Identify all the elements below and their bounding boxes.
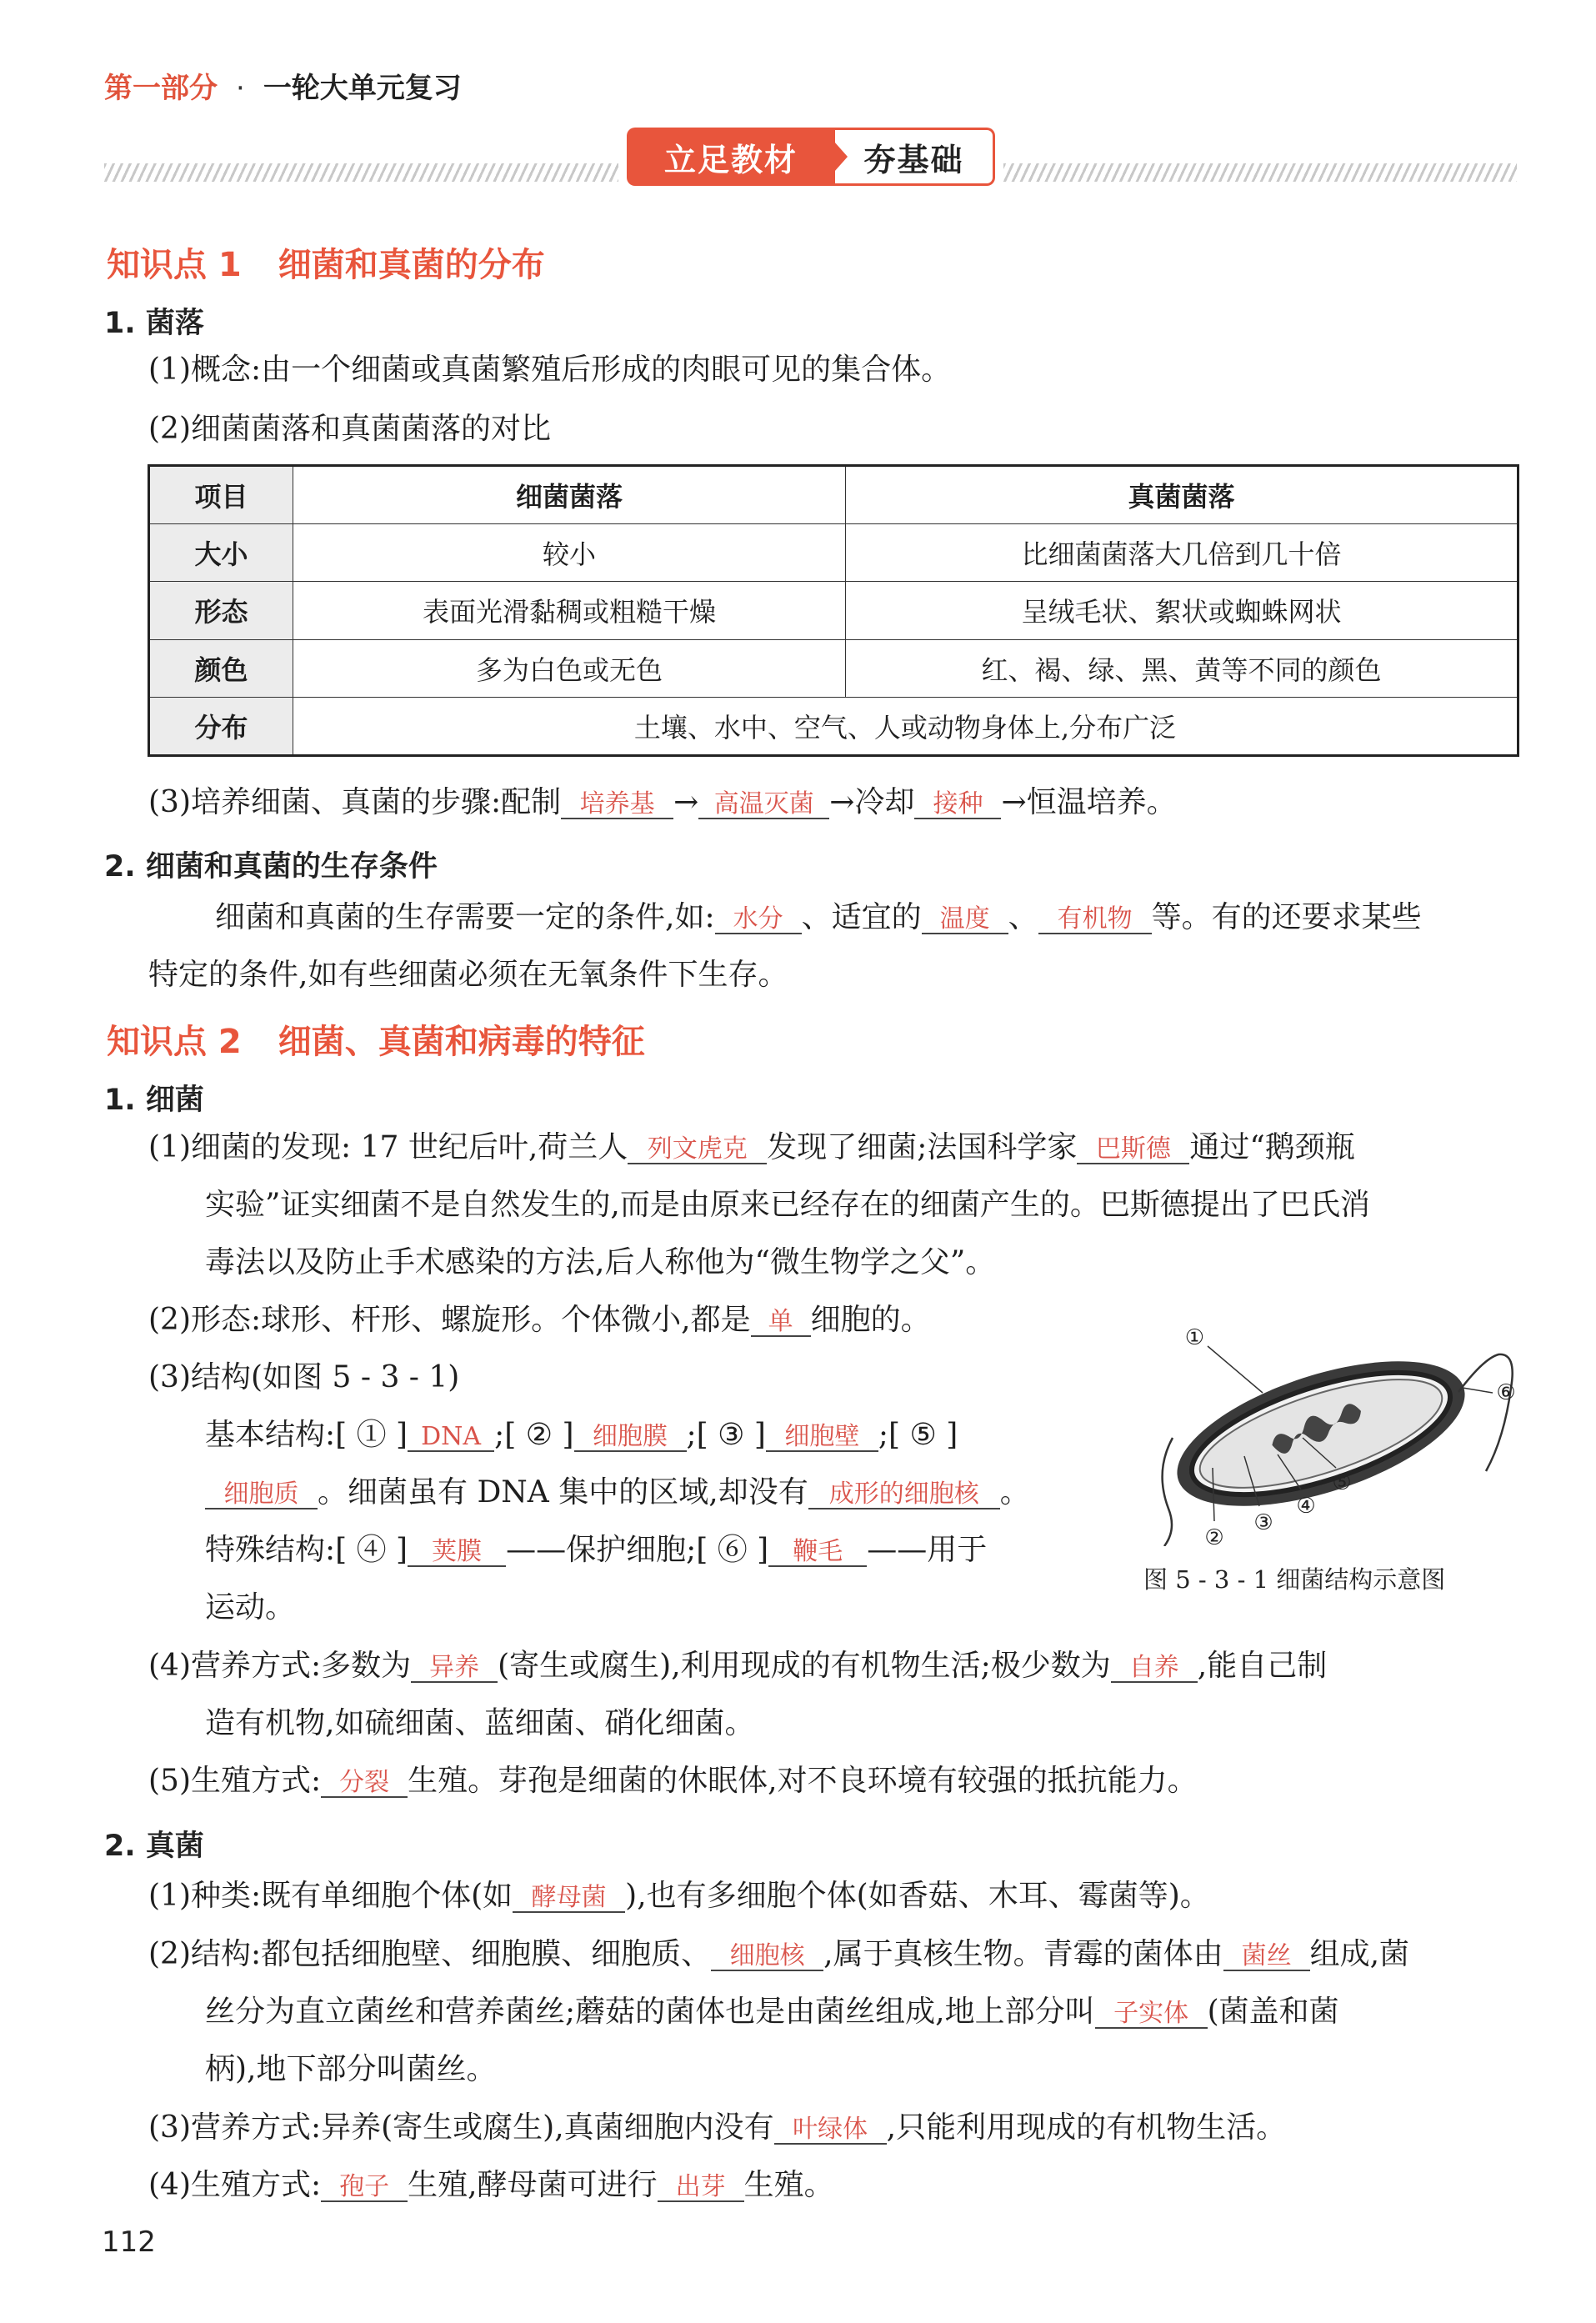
kp1-s1-heading: 1. 菌落 [104,307,204,340]
text: (寄生或腐生),利用现成的有机物生活;极少数为 [498,1649,1111,1683]
table-cell: 红、褐、绿、黑、黄等不同的颜色 [846,639,1518,698]
text: ——用于 [867,1533,988,1567]
kp2-s1-special-line2: 运动。 [205,1590,296,1625]
table-cell: 呈绒毛状、絮状或蜘蛛网状 [846,582,1518,640]
answer-blank: 细胞壁 [766,1423,878,1452]
answer-blank: 荚膜 [408,1538,506,1567]
banner-right: 夯基础 [835,128,995,186]
figure-label-4: ④ [1296,1494,1316,1519]
kp2-s2-p2-line2 [205,1997,1339,2029]
table-row [149,582,1518,640]
text: ,属于真核生物。青霉的菌体由 [823,1937,1223,1971]
kp2-s1-p3-heading: (3)结构(如图 5 - 3 - 1) [148,1360,460,1394]
text: 细胞的。 [810,1303,931,1337]
kp2-s1-p1-line1 [148,1130,1355,1164]
bacteria-flagellum-right [1458,1354,1516,1471]
kp2-s1-p4-line1 [148,1651,1327,1683]
answer-blank: 出芽 [658,2173,744,2202]
table-cell: 多为白色或无色 [293,639,846,698]
kp1-s2-heading: 2. 细菌和真菌的生存条件 [104,850,438,884]
figure-label-3: ③ [1253,1510,1273,1535]
page-number: 112 [102,2225,156,2259]
text: 、适宜的 [801,900,922,934]
answer-blank: 酵母菌 [513,1884,625,1913]
text: 生殖。 [743,2168,834,2202]
text: (5)生殖方式: [148,1764,322,1798]
kp1-s2-line2: 特定的条件,如有些细菌必须在无氧条件下生存。 [148,958,788,992]
kp2-s1-heading: 1. 细菌 [104,1084,204,1117]
figure-label-6: ⑥ [1496,1380,1516,1405]
table-header: 项目 [149,466,293,524]
text: 发现了细菌;法国科学家 [767,1130,1078,1164]
kp1-title: 细菌和真菌的分布 [278,246,545,284]
kp2-heading [107,1015,645,1063]
text: 细菌和真菌的生存需要一定的条件,如: [215,900,715,934]
kp1-p3 [148,785,1177,819]
table-header-row [149,466,1518,524]
text: (3)培养细菌、真菌的步骤:配制 [148,785,562,819]
table-cell-merged: 土壤、水中、空气、人或动物身体上,分布广泛 [293,698,1518,756]
kp2-s2-p2-line1 [148,1937,1410,1971]
answer-blank: 叶绿体 [774,2115,887,2145]
text: ,能自己制 [1197,1649,1328,1683]
table-header: 真菌菌落 [846,466,1518,524]
text: ),也有多细胞个体(如香菇、木耳、霉菌等)。 [625,1879,1210,1913]
answer-blank: 巴斯德 [1077,1135,1189,1164]
table-row [149,523,1518,582]
answer-blank: DNA [408,1423,494,1452]
figure-caption: 图 5 - 3 - 1 细菌结构示意图 [1143,1565,1446,1594]
answer-blank: 高温灭菌 [698,790,829,819]
kp1-number: 知识点 1 [107,246,242,284]
table-cell: 较小 [293,523,846,582]
text: (2)形态:球形、杆形、螺旋形。个体微小,都是 [148,1303,751,1337]
table-row [149,698,1518,756]
kp2-s1-p4-line2: 造有机物,如硫细菌、蓝细菌、硝化细菌。 [205,1706,755,1740]
figure-label-2: ② [1204,1525,1224,1546]
running-header [104,65,462,106]
banner-left: 立足教材 [627,128,835,186]
text: 生殖。芽孢是细菌的休眠体,对不良环境有较强的抵抗能力。 [408,1764,1198,1798]
kp2-s1-p1-line3: 毒法以及防止手术感染的方法,后人称他为“微生物学之父”。 [205,1245,996,1279]
kp1-heading [107,238,545,286]
text: (4)生殖方式: [148,2168,322,2202]
text: (菌盖和菌 [1207,1995,1339,2029]
colony-comparison-table [148,464,1519,757]
kp1-s2-line1 [215,900,1422,934]
text: ;[ ⑤ ] [878,1418,958,1452]
text: →恒温培养。 [1001,785,1177,819]
text: → [673,785,699,819]
kp2-s1-p1-line2: 实验”证实细菌不是自然发生的,而是由原来已经存在的细菌产生的。巴斯德提出了巴氏消 [205,1188,1370,1222]
table-cell: 比细菌菌落大几倍到几十倍 [846,523,1518,582]
text: 生殖,酵母菌可进行 [408,2168,658,2202]
answer-blank: 有机物 [1038,905,1152,934]
answer-blank: 水分 [715,905,802,934]
kp2-s1-special-line1 [205,1535,987,1567]
text: ;[ ③ ] [686,1418,766,1452]
answer-blank: 菌丝 [1223,1942,1310,1971]
answer-blank: 接种 [914,790,1001,819]
text: 、 [1008,900,1038,934]
section-banner [627,128,995,186]
figure-label-1: ① [1184,1325,1204,1350]
header-part: 第一部分 [104,72,218,105]
table-cell: 表面光滑黏稠或粗糙干燥 [293,582,846,640]
text: →冷却 [829,785,915,819]
text: 。细菌虽有 DNA 集中的区域,却没有 [318,1475,808,1509]
kp2-s2-p1 [148,1881,1210,1913]
answer-blank: 细胞膜 [574,1423,687,1452]
table-cell-label: 形态 [149,582,293,640]
kp2-s1-p2 [148,1305,931,1337]
hatch-right [1003,163,1517,182]
kp2-number: 知识点 2 [107,1023,242,1061]
answer-blank: 孢子 [321,2173,408,2202]
table-cell-label: 颜色 [149,639,293,698]
answer-blank: 细胞质 [205,1480,318,1509]
answer-blank: 异养 [411,1654,498,1683]
hatch-left [104,163,618,182]
kp2-s1-basic-line2 [205,1475,1030,1509]
answer-blank: 成形的细胞核 [808,1480,1000,1509]
text: ;[ ② ] [494,1418,574,1452]
kp2-s1-p5 [148,1766,1198,1798]
text: 基本结构:[ ① ] [205,1418,408,1452]
text: 组成,菌 [1309,1937,1410,1971]
text: 。 [999,1475,1030,1509]
kp1-s1-p2: (2)细菌菌落和真菌菌落的对比 [148,412,551,446]
text: 丝分为直立菌丝和营养菌丝;蘑菇的菌体也是由菌丝组成,地上部分叫 [205,1995,1095,2029]
table-cell-label: 大小 [149,523,293,582]
answer-blank: 子实体 [1095,2000,1208,2029]
kp1-s1-p1: (1)概念:由一个细菌或真菌繁殖后形成的肉眼可见的集合体。 [148,353,952,387]
text: 等。有的还要求某些 [1151,900,1422,934]
header-dot: · [236,72,245,105]
answer-blank: 单 [751,1308,811,1337]
text: 通过“鹅颈瓶 [1189,1130,1355,1164]
kp2-s1-basic-line1 [205,1420,958,1452]
kp2-s2-heading: 2. 真菌 [104,1830,204,1863]
kp2-s2-p2-line3: 柄),地下部分叫菌丝。 [205,2052,497,2086]
answer-blank: 鞭毛 [768,1538,867,1567]
text: (1)种类:既有单细胞个体(如 [148,1879,513,1913]
answer-blank: 温度 [922,905,1008,934]
bacteria-structure-figure [1154,1313,1521,1546]
figure-label-5: ⑤ [1332,1470,1352,1495]
answer-blank: 培养基 [561,790,673,819]
header-subtitle: 一轮大单元复习 [263,72,462,105]
table-row [149,639,1518,698]
text: 特殊结构:[ ④ ] [205,1533,408,1567]
text: (2)结构:都包括细胞壁、细胞膜、细胞质、 [148,1937,712,1971]
table-header: 细菌菌落 [293,466,846,524]
answer-blank: 分裂 [321,1769,408,1798]
kp2-s2-p3 [148,2110,1287,2145]
text: ——保护细胞;[ ⑥ ] [506,1533,769,1567]
text: (4)营养方式:多数为 [148,1649,412,1683]
text: (3)营养方式:异养(寄生或腐生),真菌细胞内没有 [148,2110,774,2145]
bacteria-flagellum-left [1163,1438,1173,1546]
table-cell-label: 分布 [149,698,293,756]
text: (1)细菌的发现: 17 世纪后叶,荷兰人 [148,1130,628,1164]
answer-blank: 自养 [1111,1654,1198,1683]
kp2-s2-p4 [148,2170,834,2202]
kp2-title: 细菌、真菌和病毒的特征 [278,1023,645,1061]
answer-blank: 细胞核 [711,1942,823,1971]
text: ,只能利用现成的有机物生活。 [886,2110,1287,2145]
answer-blank: 列文虎克 [628,1135,767,1164]
